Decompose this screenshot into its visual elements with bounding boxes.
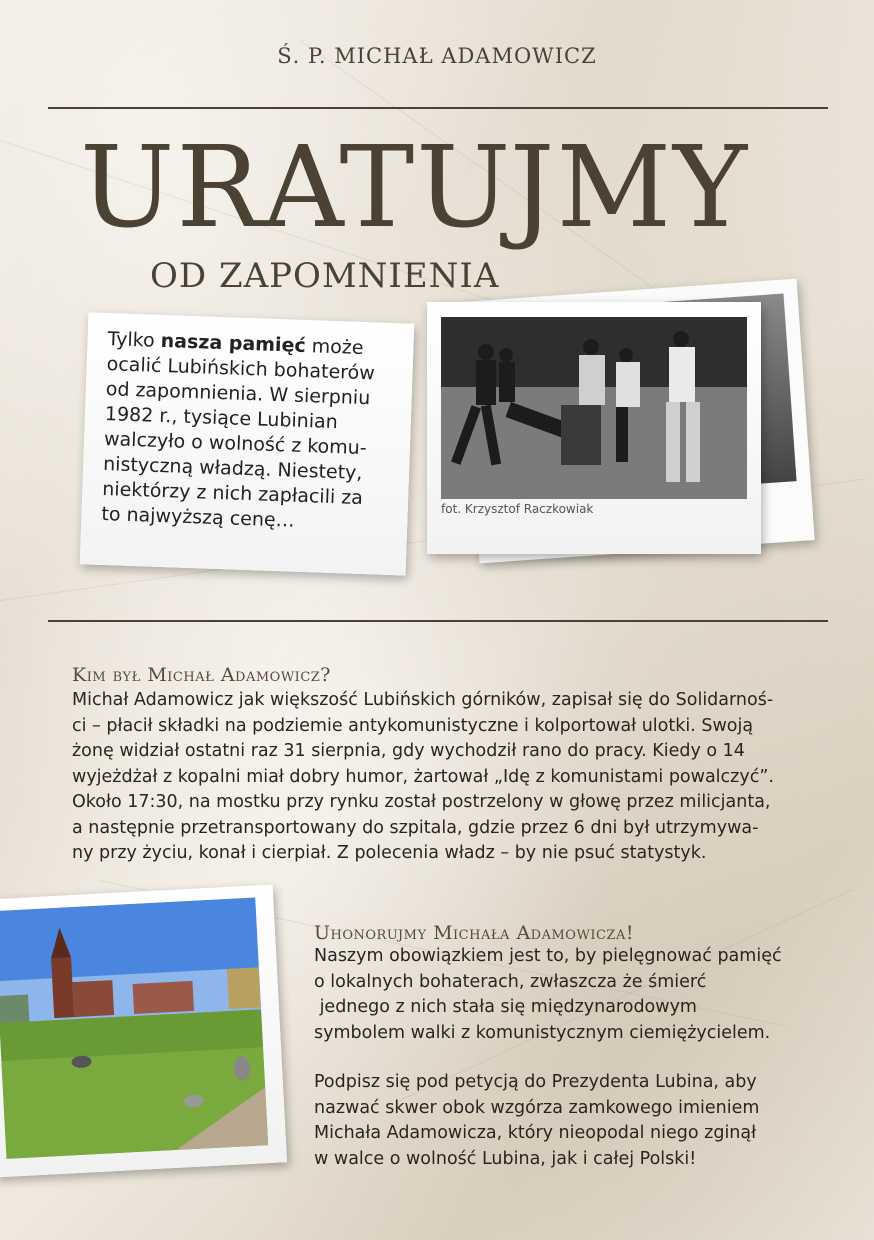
intro-note-card xyxy=(80,312,415,575)
page-subtitle: OD ZAPOMNIENIA xyxy=(150,256,500,296)
section-body-honor-2: Podpisz się pod petycją do Prezydenta Lubina, aby nazwać skwer obok wzgórza zamkowego imieniem Michała Adamowicza, który nieopodal niego zginął w walce o wolność Lubina, jak i całej Polski! xyxy=(314,1072,760,1169)
section-body-who: Michał Adamowicz jak większość Lubińskich górników, zapisał się do Solidarnoś- ci – płacił składki na podziemie antykomunistyczne i kolportował ulotki. Swoją żonę widział ostatni raz 31 sierpnia, gdy wychodził rano do pracy. Kiedy o 14 wyjeżdżał z kopalni miał dobry humor, żartował „Idę z komunistami powalczyć”. Około 17:30, na mostku przy rynku został postrzelony w głowę przez milicjanta, a następnie przetransportowany do szpitala, gdzie przez 6 dni był utrzymywa- ny przy życiu, konał i cierpiał. Z polecenia władz – by nie psuć statystyk. xyxy=(72,690,774,863)
top-divider xyxy=(48,107,828,109)
photo-caption: fot. Krzysztof Raczkowiak xyxy=(441,502,594,516)
park-photo xyxy=(0,897,268,1158)
page-title: URATUJMY xyxy=(80,123,750,253)
intro-text: Tylko nasza pamięć może ocalić Lubińskich bohaterów od zapomnienia. W sierpniu 1982 r., tysiące Lubinian walczyło o wolność z komu- nistyczną władzą. Niestety, niektórzy z nich zapłacili za to najwyższą cenę… xyxy=(101,328,376,532)
park-photo-card xyxy=(0,885,287,1178)
intro-emphasis: nasza pamięć xyxy=(160,329,307,357)
section-body-honor-1: Naszym obowiązkiem jest to, by pielęgnować pamięć o lokalnych bohaterach, zwłaszcza że śmierć jednego z nich stała się międzynarodowym symbolem walki z komunistycznym ciemiężycielem. xyxy=(314,946,782,1043)
section-heading-honor: Uhonorujmy Michała Adamowicza! xyxy=(314,922,634,944)
section-heading-who: Kim był Michał Adamowicz? xyxy=(72,664,331,686)
kicker-text: Ś. P. MICHAŁ ADAMOWICZ xyxy=(277,44,597,68)
historical-photo xyxy=(441,317,747,499)
middle-divider xyxy=(48,620,828,622)
historical-photo-card xyxy=(427,302,761,554)
